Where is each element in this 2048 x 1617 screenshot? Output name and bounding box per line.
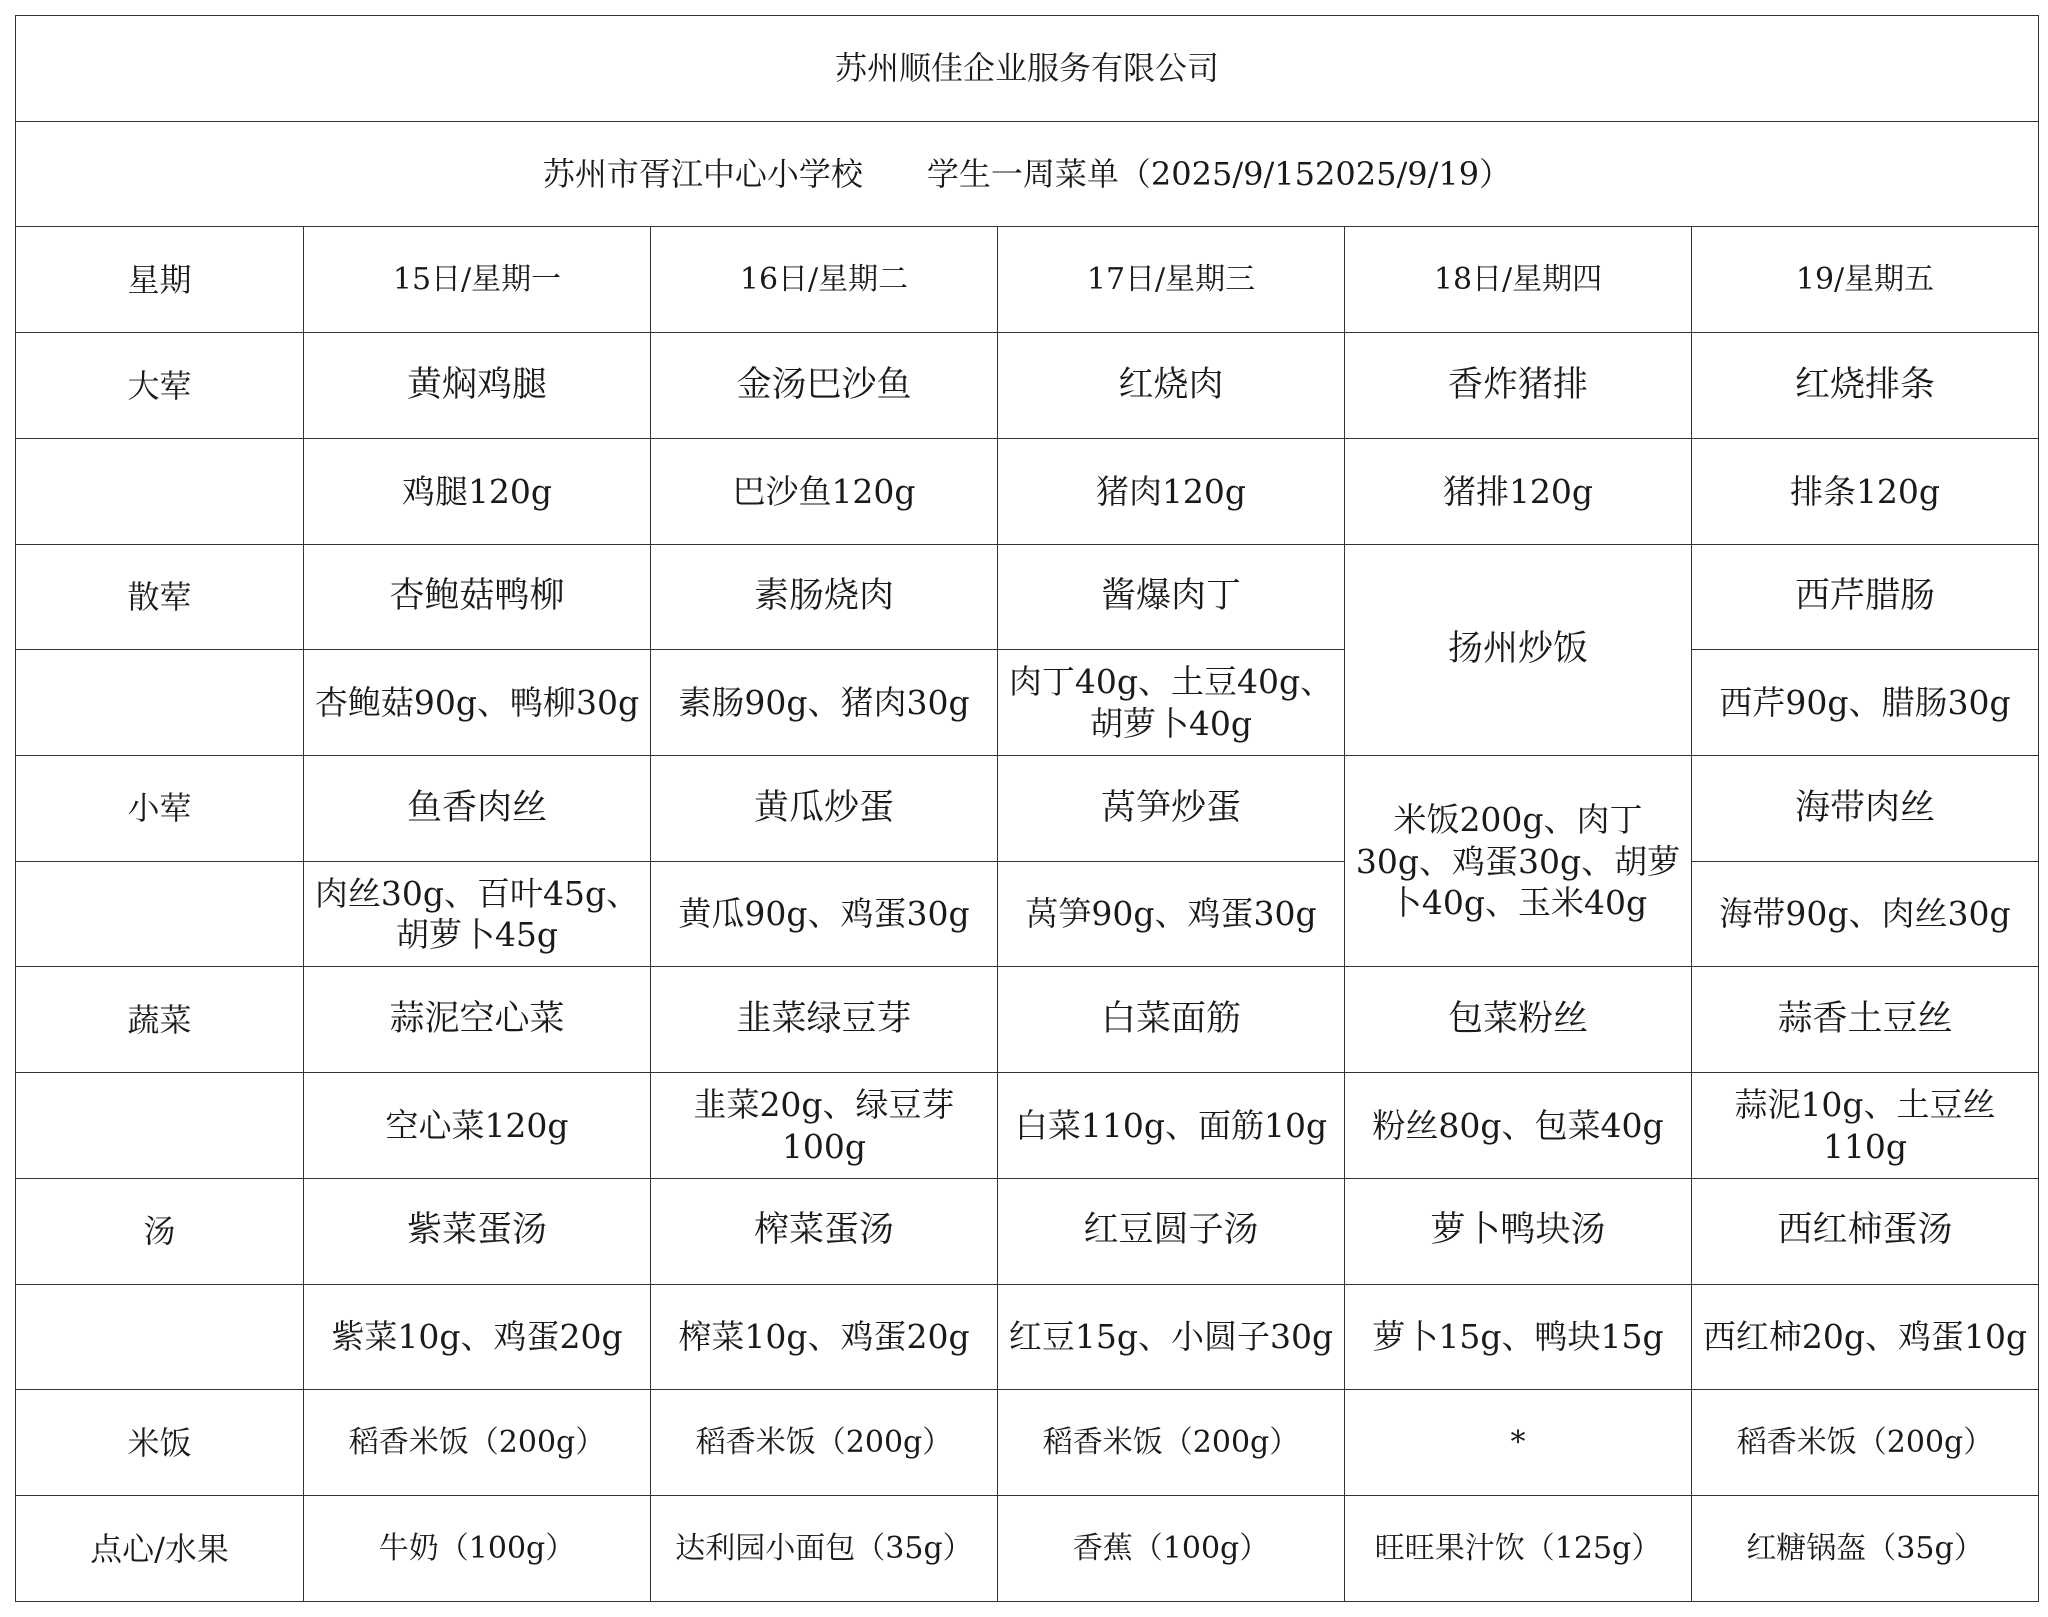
ingredient-cell: 莴笋90g、鸡蛋30g	[998, 861, 1345, 967]
dish-cell: 韭菜绿豆芽	[651, 967, 998, 1073]
row-label-small: 小荤	[16, 756, 304, 862]
dish-cell: 红豆圆子汤	[998, 1178, 1345, 1284]
dish-cell: 莴笋炒蛋	[998, 756, 1345, 862]
ingredient-cell: 西红柿20g、鸡蛋10g	[1692, 1284, 2039, 1390]
row-label-half: 散荤	[16, 544, 304, 650]
ingredient-cell: 巴沙鱼120g	[651, 438, 998, 544]
soup-ingredient-row	[16, 1284, 2039, 1390]
dish-cell: 萝卜鸭块汤	[1345, 1178, 1692, 1284]
ingredient-cell: 紫菜10g、鸡蛋20g	[304, 1284, 651, 1390]
row-label-empty	[16, 1073, 304, 1179]
weekday-row	[16, 227, 2039, 333]
dish-cell: 鱼香肉丝	[304, 756, 651, 862]
ingredient-cell-merged: 米饭200g、肉丁30g、鸡蛋30g、胡萝卜40g、玉米40g	[1345, 756, 1692, 967]
main-ingredient-row	[16, 438, 2039, 544]
snack-row	[16, 1496, 2039, 1602]
dish-cell: 紫菜蛋汤	[304, 1178, 651, 1284]
snack-cell: 牛奶（100g）	[304, 1496, 651, 1602]
dish-cell: 杏鲍菇鸭柳	[304, 544, 651, 650]
ingredient-cell: 黄瓜90g、鸡蛋30g	[651, 861, 998, 967]
dish-cell: 红烧排条	[1692, 333, 2039, 439]
row-label-snack: 点心/水果	[16, 1496, 304, 1602]
small-dish-row	[16, 756, 2039, 862]
ingredient-cell: 西芹90g、腊肠30g	[1692, 650, 2039, 756]
weekly-menu-table	[15, 15, 2039, 1602]
row-label-main: 大荤	[16, 333, 304, 439]
ingredient-cell: 白菜110g、面筋10g	[998, 1073, 1345, 1179]
ingredient-cell: 榨菜10g、鸡蛋20g	[651, 1284, 998, 1390]
day-header: 15日/星期一	[304, 227, 651, 333]
snack-cell: 旺旺果汁饮（125g）	[1345, 1496, 1692, 1602]
dish-cell: 金汤巴沙鱼	[651, 333, 998, 439]
dish-cell: 香炸猪排	[1345, 333, 1692, 439]
rice-cell: *	[1345, 1390, 1692, 1496]
dish-cell: 海带肉丝	[1692, 756, 2039, 862]
day-header: 16日/星期二	[651, 227, 998, 333]
ingredient-cell: 肉丝30g、百叶45g、胡萝卜45g	[304, 861, 651, 967]
menu-title: 苏州市胥江中心小学校 学生一周菜单（2025/9/152025/9/19）	[16, 121, 2039, 227]
row-label-rice: 米饭	[16, 1390, 304, 1496]
row-label-empty	[16, 438, 304, 544]
ingredient-cell: 粉丝80g、包菜40g	[1345, 1073, 1692, 1179]
snack-cell: 红糖锅盔（35g）	[1692, 1496, 2039, 1602]
ingredient-cell: 海带90g、肉丝30g	[1692, 861, 2039, 967]
small-ingredient-row	[16, 861, 2039, 967]
dish-cell: 包菜粉丝	[1345, 967, 1692, 1073]
rice-cell: 稻香米饭（200g）	[998, 1390, 1345, 1496]
rice-cell: 稻香米饭（200g）	[304, 1390, 651, 1496]
dish-cell: 西红柿蛋汤	[1692, 1178, 2039, 1284]
company-row	[16, 16, 2039, 122]
ingredient-cell: 猪肉120g	[998, 438, 1345, 544]
dish-cell: 蒜泥空心菜	[304, 967, 651, 1073]
dish-cell: 黄瓜炒蛋	[651, 756, 998, 862]
row-label-soup: 汤	[16, 1178, 304, 1284]
ingredient-cell: 蒜泥10g、土豆丝110g	[1692, 1073, 2039, 1179]
row-label-empty	[16, 1284, 304, 1390]
soup-dish-row	[16, 1178, 2039, 1284]
dish-cell-merged: 扬州炒饭	[1345, 544, 1692, 755]
half-ingredient-row	[16, 650, 2039, 756]
ingredient-cell: 空心菜120g	[304, 1073, 651, 1179]
row-label-empty	[16, 650, 304, 756]
dish-cell: 素肠烧肉	[651, 544, 998, 650]
dish-cell: 白菜面筋	[998, 967, 1345, 1073]
ingredient-cell: 排条120g	[1692, 438, 2039, 544]
rice-cell: 稻香米饭（200g）	[1692, 1390, 2039, 1496]
dish-cell: 黄焖鸡腿	[304, 333, 651, 439]
day-header: 17日/星期三	[998, 227, 1345, 333]
half-dish-row	[16, 544, 2039, 650]
row-label-empty	[16, 861, 304, 967]
ingredient-cell: 韭菜20g、绿豆芽100g	[651, 1073, 998, 1179]
dish-cell: 蒜香土豆丝	[1692, 967, 2039, 1073]
snack-cell: 达利园小面包（35g）	[651, 1496, 998, 1602]
dish-cell: 西芹腊肠	[1692, 544, 2039, 650]
ingredient-cell: 肉丁40g、土豆40g、胡萝卜40g	[998, 650, 1345, 756]
veg-ingredient-row	[16, 1073, 2039, 1179]
ingredient-cell: 猪排120g	[1345, 438, 1692, 544]
veg-dish-row	[16, 967, 2039, 1073]
rice-row	[16, 1390, 2039, 1496]
dish-cell: 红烧肉	[998, 333, 1345, 439]
day-header: 19/星期五	[1692, 227, 2039, 333]
ingredient-cell: 素肠90g、猪肉30g	[651, 650, 998, 756]
ingredient-cell: 萝卜15g、鸭块15g	[1345, 1284, 1692, 1390]
snack-cell: 香蕉（100g）	[998, 1496, 1345, 1602]
dish-cell: 榨菜蛋汤	[651, 1178, 998, 1284]
ingredient-cell: 红豆15g、小圆子30g	[998, 1284, 1345, 1390]
title-row	[16, 121, 2039, 227]
rice-cell: 稻香米饭（200g）	[651, 1390, 998, 1496]
ingredient-cell: 鸡腿120g	[304, 438, 651, 544]
menu-sheet	[15, 15, 2038, 1602]
day-header: 18日/星期四	[1345, 227, 1692, 333]
row-label-veg: 蔬菜	[16, 967, 304, 1073]
main-dish-row	[16, 333, 2039, 439]
dish-cell: 酱爆肉丁	[998, 544, 1345, 650]
company-name: 苏州顺佳企业服务有限公司	[16, 16, 2039, 122]
ingredient-cell: 杏鲍菇90g、鸭柳30g	[304, 650, 651, 756]
weekday-label: 星期	[16, 227, 304, 333]
